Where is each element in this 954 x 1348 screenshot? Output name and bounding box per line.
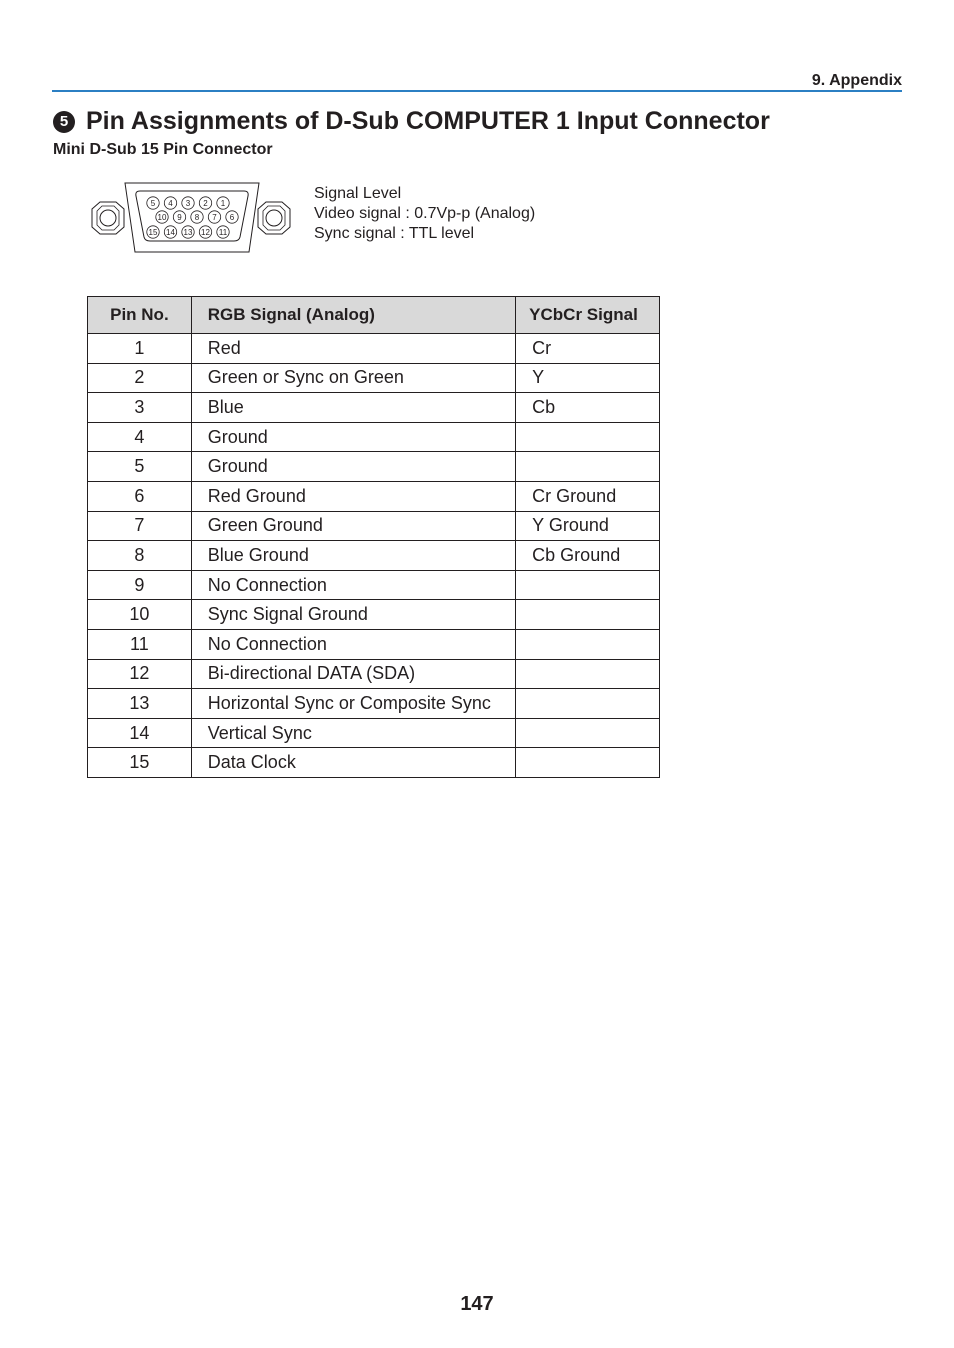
table-row	[88, 659, 660, 689]
connector-pin-label: 7	[212, 213, 217, 222]
ycbcr-cell	[516, 600, 660, 630]
rgb-cell: Vertical Sync	[191, 718, 515, 748]
header-rule	[52, 90, 902, 92]
connector-pin-label: 6	[229, 213, 235, 222]
ycbcr-cell: Y	[516, 363, 660, 393]
rgb-cell: Green Ground	[191, 511, 515, 541]
connector-pin-label: 4	[168, 199, 173, 208]
connector-pin-label: 9	[177, 213, 182, 222]
ycbcr-cell: Y Ground	[516, 511, 660, 541]
pin-cell: 8	[88, 541, 192, 571]
connector-pin-label: 12	[201, 228, 210, 237]
pin-cell: 4	[88, 422, 192, 452]
ycbcr-cell	[516, 570, 660, 600]
pin-cell: 13	[88, 689, 192, 719]
table-row	[88, 718, 660, 748]
table-row	[88, 541, 660, 571]
rgb-cell: No Connection	[191, 629, 515, 659]
connector-pin-label: 5	[150, 199, 156, 208]
d-sub-connector-icon	[88, 180, 300, 256]
video-signal-text: Video signal : 0.7Vp-p (Analog)	[314, 205, 536, 222]
signal-level-heading: Signal Level	[314, 185, 402, 202]
rgb-cell: Blue	[191, 393, 515, 423]
table-row	[88, 393, 660, 423]
pin-cell: 12	[88, 659, 192, 689]
header-pin-no: Pin No.	[88, 297, 192, 334]
pin-cell: 7	[88, 511, 192, 541]
sync-signal-text: Sync signal : TTL level	[314, 225, 475, 242]
table-row	[88, 481, 660, 511]
pin-assignment-table	[87, 296, 660, 778]
ycbcr-cell: Cb	[516, 393, 660, 423]
header-ycbcr-signal: YCbCr Signal	[516, 297, 660, 334]
page-title-text: Pin Assignments of D-Sub COMPUTER 1 Input Connector	[86, 107, 770, 135]
table-row	[88, 600, 660, 630]
right-screw-icon	[258, 202, 290, 234]
rgb-cell: Red Ground	[191, 481, 515, 511]
table-row	[88, 422, 660, 452]
pin-cell: 5	[88, 452, 192, 482]
pin-cell: 2	[88, 363, 192, 393]
pin-cell: 15	[88, 748, 192, 778]
rgb-cell: Ground	[191, 422, 515, 452]
ycbcr-cell	[516, 422, 660, 452]
connector-pin-label: 15	[148, 228, 158, 237]
ycbcr-cell	[516, 452, 660, 482]
table-row	[88, 363, 660, 393]
table-row	[88, 511, 660, 541]
rgb-cell: No Connection	[191, 570, 515, 600]
header-rgb-signal: RGB Signal (Analog)	[191, 297, 515, 334]
pin-cell: 10	[88, 600, 192, 630]
table-row	[88, 570, 660, 600]
table-row	[88, 452, 660, 482]
pin-cell: 1	[88, 334, 192, 364]
ycbcr-cell: Cr Ground	[516, 481, 660, 511]
connector-pin-label: 1	[220, 199, 226, 208]
table-header-row	[88, 297, 660, 334]
rgb-cell: Red	[191, 334, 515, 364]
ycbcr-cell	[516, 718, 660, 748]
table-row	[88, 629, 660, 659]
rgb-cell: Ground	[191, 452, 515, 482]
ycbcr-cell	[516, 748, 660, 778]
number-5-bullet-icon: 5	[53, 111, 75, 133]
table-row	[88, 689, 660, 719]
rgb-cell: Green or Sync on Green	[191, 363, 515, 393]
ycbcr-cell	[516, 659, 660, 689]
rgb-cell: Blue Ground	[191, 541, 515, 571]
rgb-cell: Bi-directional DATA (SDA)	[191, 659, 515, 689]
connector-pin-label: 14	[166, 228, 175, 237]
connector-pin-label: 10	[157, 213, 167, 222]
connector-pin-label: 2	[203, 199, 208, 208]
ycbcr-cell	[516, 629, 660, 659]
table-row	[88, 748, 660, 778]
page-number: 147	[460, 1293, 494, 1315]
ycbcr-cell: Cr	[516, 334, 660, 364]
pin-cell: 14	[88, 718, 192, 748]
table-row	[88, 334, 660, 364]
signal-level-info	[314, 184, 535, 244]
pin-cell: 9	[88, 570, 192, 600]
ycbcr-cell	[516, 689, 660, 719]
ycbcr-cell: Cb Ground	[516, 541, 660, 571]
left-screw-icon	[92, 202, 124, 234]
rgb-cell: Sync Signal Ground	[191, 600, 515, 630]
pin-cell: 6	[88, 481, 192, 511]
pin-cell: 3	[88, 393, 192, 423]
pin-cell: 11	[88, 629, 192, 659]
connector-pin-label: 13	[183, 228, 193, 237]
connector-pin-label: 11	[218, 228, 228, 237]
page-title	[53, 107, 770, 136]
connector-pin-label: 8	[194, 213, 200, 222]
connector-pin-label: 3	[185, 199, 191, 208]
subtitle: Mini D-Sub 15 Pin Connector	[53, 141, 273, 158]
rgb-cell: Horizontal Sync or Composite Sync	[191, 689, 515, 719]
rgb-cell: Data Clock	[191, 748, 515, 778]
connector-shell	[125, 183, 259, 252]
section-label: 9. Appendix	[811, 72, 902, 89]
